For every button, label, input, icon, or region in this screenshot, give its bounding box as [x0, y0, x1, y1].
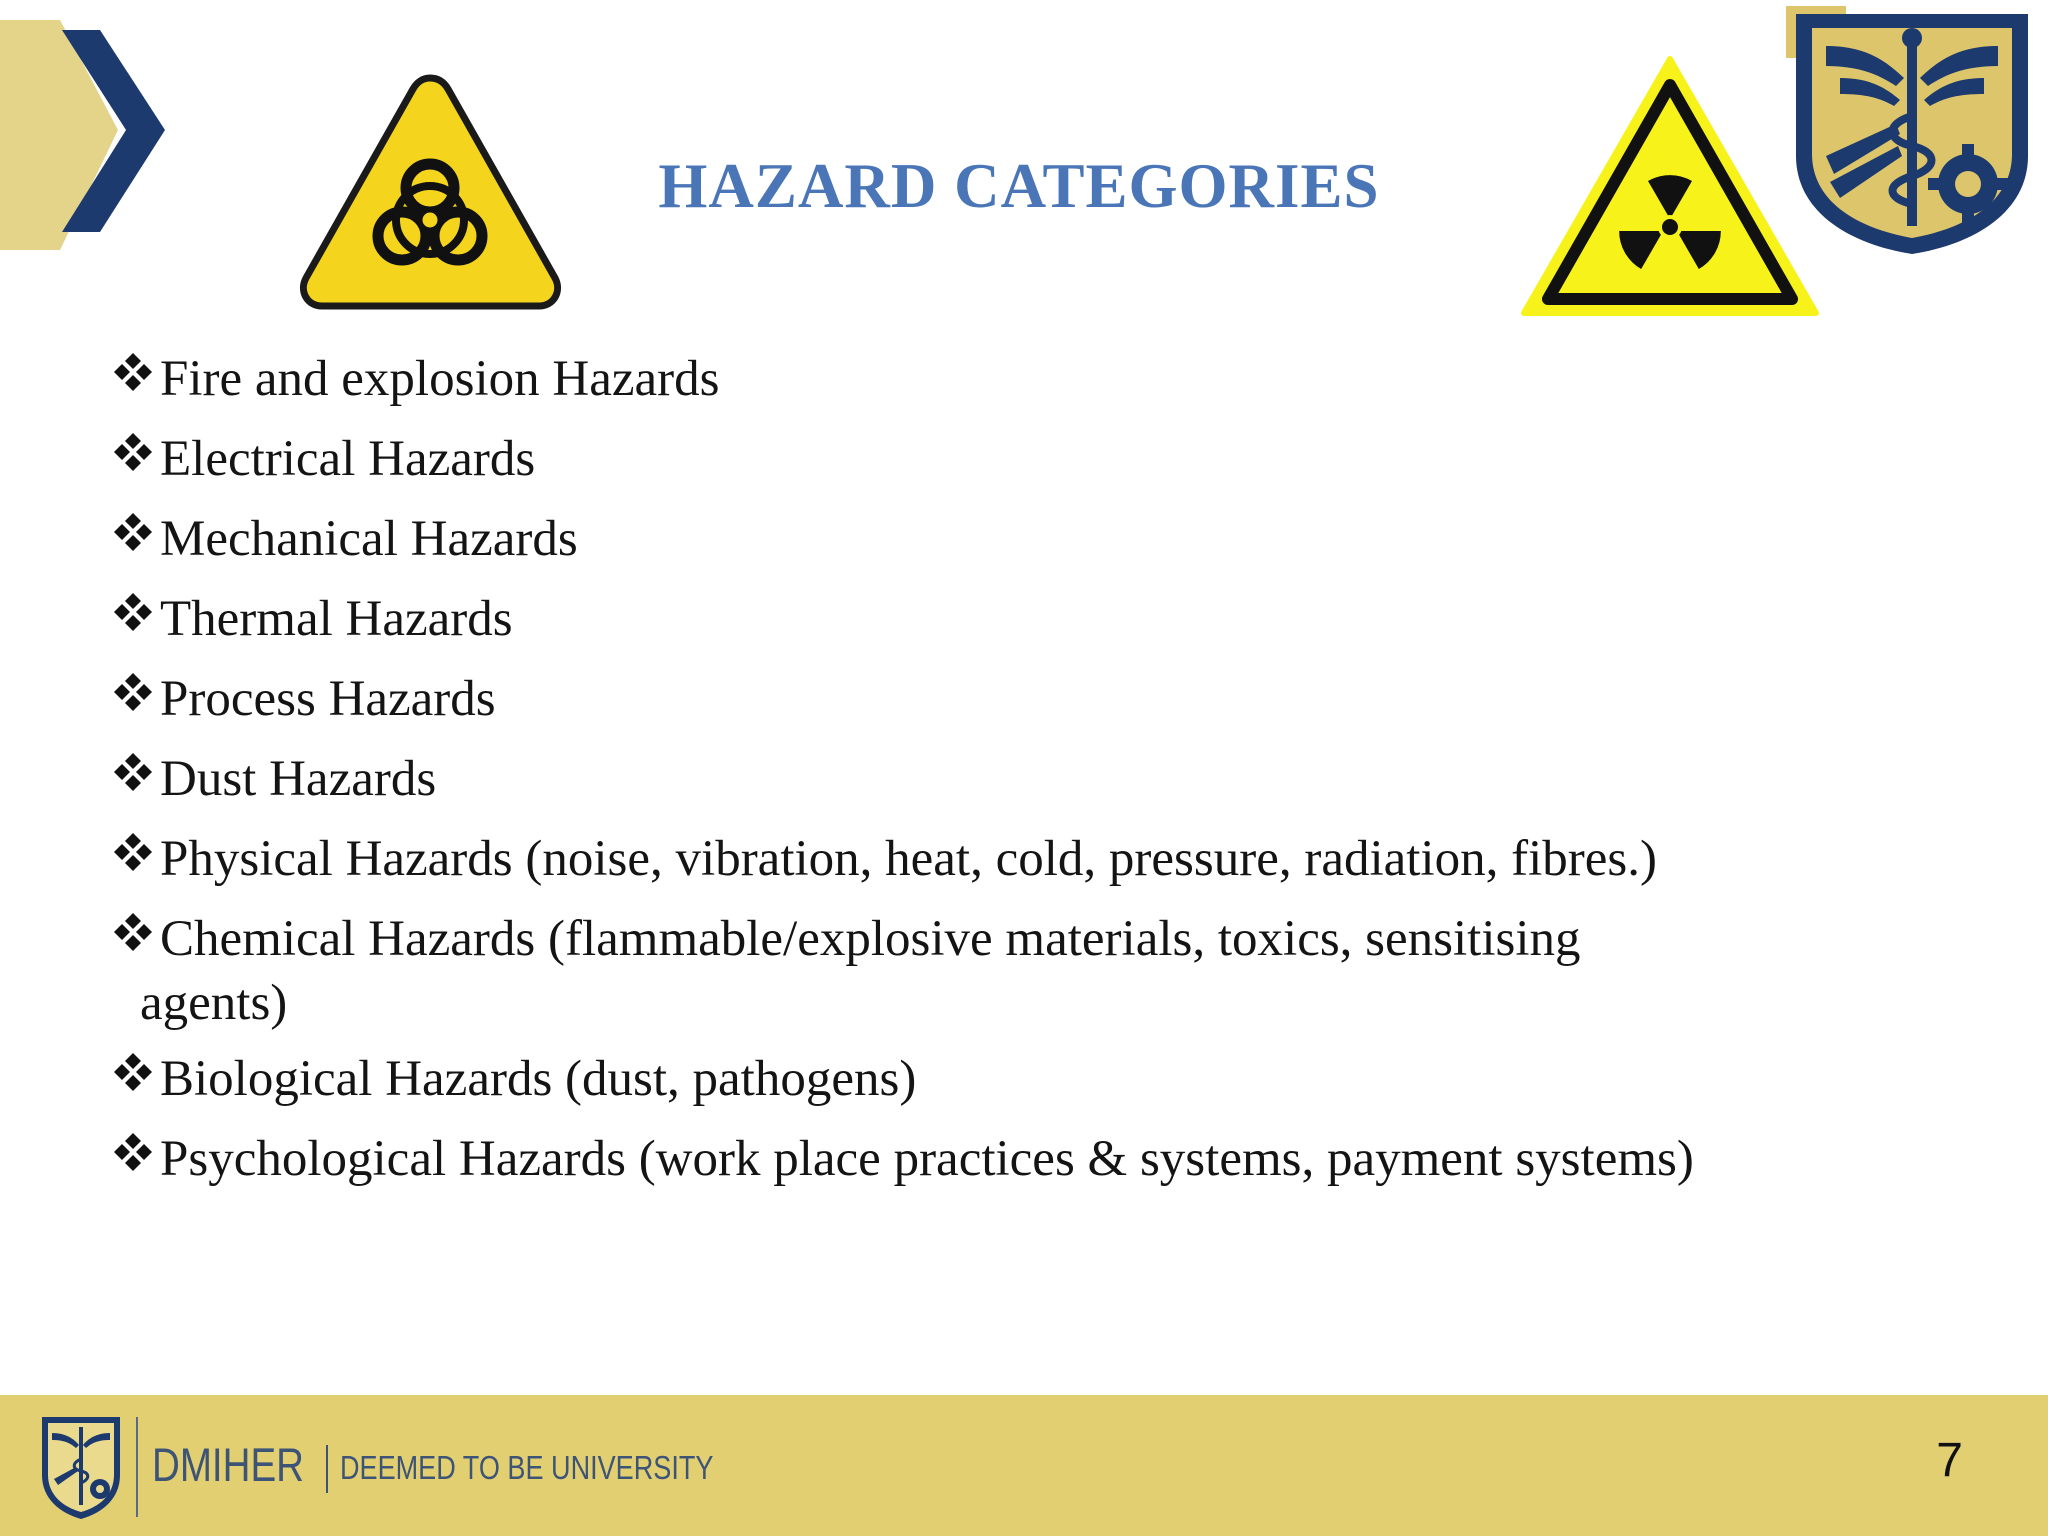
list-item-text: Chemical Hazards (flammable/explosive materials, toxics, sensitising: [160, 911, 1581, 967]
footer-separator: [326, 1445, 328, 1493]
list-item: [112, 425, 1972, 493]
list-item: [112, 745, 1972, 813]
list-item-text: Mechanical Hazards: [160, 511, 578, 567]
four-diamond-bullet-icon: [112, 1051, 154, 1093]
hazard-list: [112, 345, 1972, 1205]
footer-bar: [0, 1395, 2048, 1536]
four-diamond-bullet-icon: [112, 431, 154, 473]
list-item-text: Physical Hazards (noise, vibration, heat, cold, pressure, radiation, fibres.): [160, 831, 1657, 887]
list-item: [112, 1045, 1972, 1113]
four-diamond-bullet-icon: [112, 351, 154, 393]
four-diamond-bullet-icon: [112, 1131, 154, 1173]
footer-brand: DMIHER: [152, 1438, 305, 1491]
footer-divider: [136, 1417, 138, 1517]
four-diamond-bullet-icon: [112, 751, 154, 793]
four-diamond-bullet-icon: [112, 511, 154, 553]
radiation-icon: [1520, 55, 1820, 320]
four-diamond-bullet-icon: [112, 591, 154, 633]
university-crest-icon: [1786, 6, 2038, 256]
footer-subtitle: DEEMED TO BE UNIVERSITY: [340, 1449, 714, 1486]
list-item-text: Biological Hazards (dust, pathogens): [160, 1051, 917, 1107]
university-crest-small-icon: [40, 1413, 122, 1521]
four-diamond-bullet-icon: [112, 671, 154, 713]
list-item: [112, 905, 1972, 1033]
list-item-text: Electrical Hazards: [160, 431, 536, 487]
list-item-text: Fire and explosion Hazards: [160, 351, 720, 407]
list-item: [112, 665, 1972, 733]
list-item-text: Process Hazards: [160, 671, 496, 727]
list-item: [112, 345, 1972, 413]
four-diamond-bullet-icon: [112, 911, 154, 953]
list-item-continuation: agents): [140, 975, 288, 1031]
list-item-text: Psychological Hazards (work place practices & systems, payment systems): [160, 1131, 1694, 1187]
four-diamond-bullet-icon: [112, 831, 154, 873]
chevron-icon: [0, 20, 170, 270]
page-title-text: HAZARD CATEGORIES: [658, 151, 1380, 221]
page-number: 7: [1936, 1434, 1963, 1487]
list-item-text: Dust Hazards: [160, 751, 437, 807]
list-item: [112, 1125, 1972, 1193]
list-item: [112, 585, 1972, 653]
list-item: [112, 505, 1972, 573]
list-item: [112, 825, 1972, 893]
list-item-text: Thermal Hazards: [160, 591, 513, 647]
